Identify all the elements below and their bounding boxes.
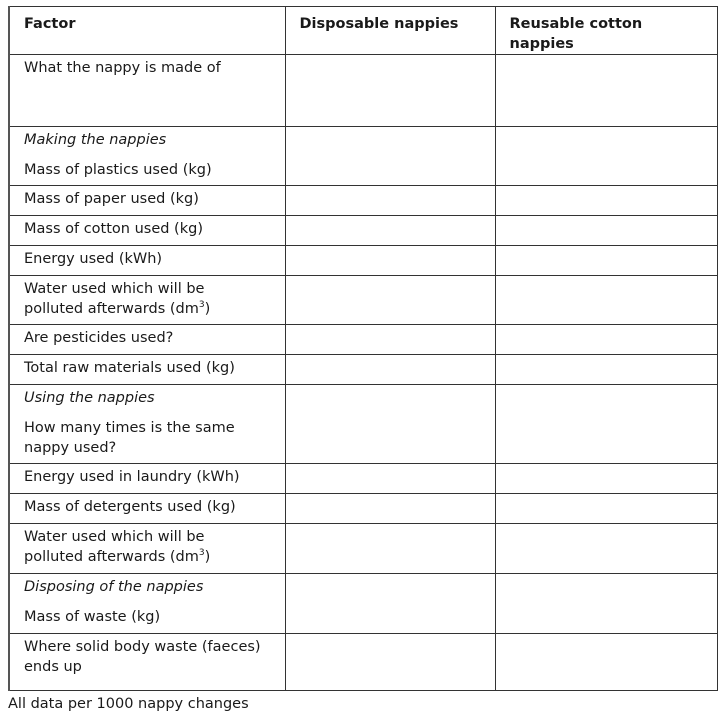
factor-text: Mass of paper used (kg) <box>24 191 199 207</box>
factor-text: Where solid body waste (faeces) ends up <box>24 639 261 675</box>
table-row <box>9 524 717 574</box>
disposable-cell[interactable] <box>285 464 495 494</box>
factor-label <box>24 249 275 269</box>
section-heading: Using the nappies <box>24 390 155 406</box>
factor-text: Energy used (kWh) <box>24 251 163 267</box>
factor-text: What the nappy is made of <box>24 60 221 76</box>
section-heading: Disposing of the nappies <box>24 579 204 595</box>
factor-label <box>24 58 275 78</box>
factor-text: Energy used in laundry (kWh) <box>24 469 240 485</box>
disposable-cell[interactable] <box>285 524 495 574</box>
factor-text: Water used which will be polluted afterwards (dm <box>24 281 205 317</box>
reusable-cell[interactable] <box>495 634 717 691</box>
disposable-cell[interactable] <box>285 127 495 186</box>
table-row <box>9 634 717 691</box>
factor-text: Mass of detergents used (kg) <box>24 499 236 515</box>
factor-cell <box>9 385 285 464</box>
factor-label <box>24 328 275 348</box>
factor-text: Mass of cotton used (kg) <box>24 221 203 237</box>
table-row <box>9 246 717 276</box>
factor-text: How many times is the same nappy used? <box>24 420 235 456</box>
factor-text: Are pesticides used? <box>24 330 174 346</box>
footer-note: All data per 1000 nappy changes <box>8 696 249 712</box>
factor-text: Water used which will be polluted afterwards (dm <box>24 529 205 565</box>
table-row <box>9 494 717 524</box>
table-row <box>9 216 717 246</box>
factor-label <box>24 527 224 567</box>
reusable-cell[interactable] <box>495 524 717 574</box>
reusable-cell[interactable] <box>495 216 717 246</box>
factor-text: Mass of plastics used (kg) <box>24 162 212 178</box>
factor-text-end: ) <box>204 301 211 317</box>
factor-cell <box>9 127 285 186</box>
factor-text: Mass of waste (kg) <box>24 609 161 625</box>
header-factor: Factor <box>9 7 285 55</box>
factor-cell <box>9 634 285 691</box>
disposable-cell[interactable] <box>285 246 495 276</box>
reusable-cell[interactable] <box>495 186 717 216</box>
factor-cell <box>9 494 285 524</box>
factor-label <box>24 497 275 517</box>
reusable-cell[interactable] <box>495 246 717 276</box>
factor-label <box>24 160 275 180</box>
factor-cell <box>9 355 285 385</box>
superscript: 3 <box>198 548 205 558</box>
factor-cell <box>9 464 285 494</box>
reusable-cell[interactable] <box>495 127 717 186</box>
factor-label <box>24 279 254 319</box>
table-row <box>9 55 717 127</box>
superscript: 3 <box>198 300 205 310</box>
disposable-cell[interactable] <box>285 325 495 355</box>
header-row <box>9 7 717 55</box>
table-row <box>9 127 717 186</box>
disposable-cell[interactable] <box>285 55 495 127</box>
reusable-cell[interactable] <box>495 385 717 464</box>
reusable-cell[interactable] <box>495 355 717 385</box>
reusable-cell[interactable] <box>495 325 717 355</box>
disposable-cell[interactable] <box>285 216 495 246</box>
factor-label <box>24 418 254 458</box>
table-row <box>9 355 717 385</box>
disposable-cell[interactable] <box>285 574 495 634</box>
factor-label <box>24 467 275 487</box>
reusable-cell[interactable] <box>495 494 717 524</box>
disposable-cell[interactable] <box>285 634 495 691</box>
factor-cell <box>9 325 285 355</box>
factor-label <box>24 219 275 239</box>
nappies-comparison-table <box>8 6 718 691</box>
factor-cell <box>9 246 285 276</box>
disposable-cell[interactable] <box>285 186 495 216</box>
header-disposable: Disposable nappies <box>285 7 495 55</box>
table-row <box>9 464 717 494</box>
disposable-cell[interactable] <box>285 276 495 325</box>
table-row <box>9 574 717 634</box>
disposable-cell[interactable] <box>285 355 495 385</box>
factor-cell <box>9 55 285 127</box>
table-row <box>9 325 717 355</box>
table-row <box>9 276 717 325</box>
reusable-cell[interactable] <box>495 574 717 634</box>
header-reusable: Reusable cotton nappies <box>495 7 717 55</box>
factor-cell <box>9 276 285 325</box>
table-row <box>9 385 717 464</box>
reusable-cell[interactable] <box>495 276 717 325</box>
reusable-cell[interactable] <box>495 464 717 494</box>
factor-cell <box>9 574 285 634</box>
factor-cell <box>9 216 285 246</box>
factor-cell <box>9 524 285 574</box>
factor-label <box>24 358 275 378</box>
table-row <box>9 186 717 216</box>
factor-label <box>24 189 275 209</box>
factor-text: Total raw materials used (kg) <box>24 360 235 376</box>
disposable-cell[interactable] <box>285 494 495 524</box>
reusable-cell[interactable] <box>495 55 717 127</box>
disposable-cell[interactable] <box>285 385 495 464</box>
factor-cell <box>9 186 285 216</box>
factor-label <box>24 607 275 627</box>
factor-label <box>24 637 275 677</box>
section-heading: Making the nappies <box>24 132 167 148</box>
factor-text-end: ) <box>204 549 211 565</box>
